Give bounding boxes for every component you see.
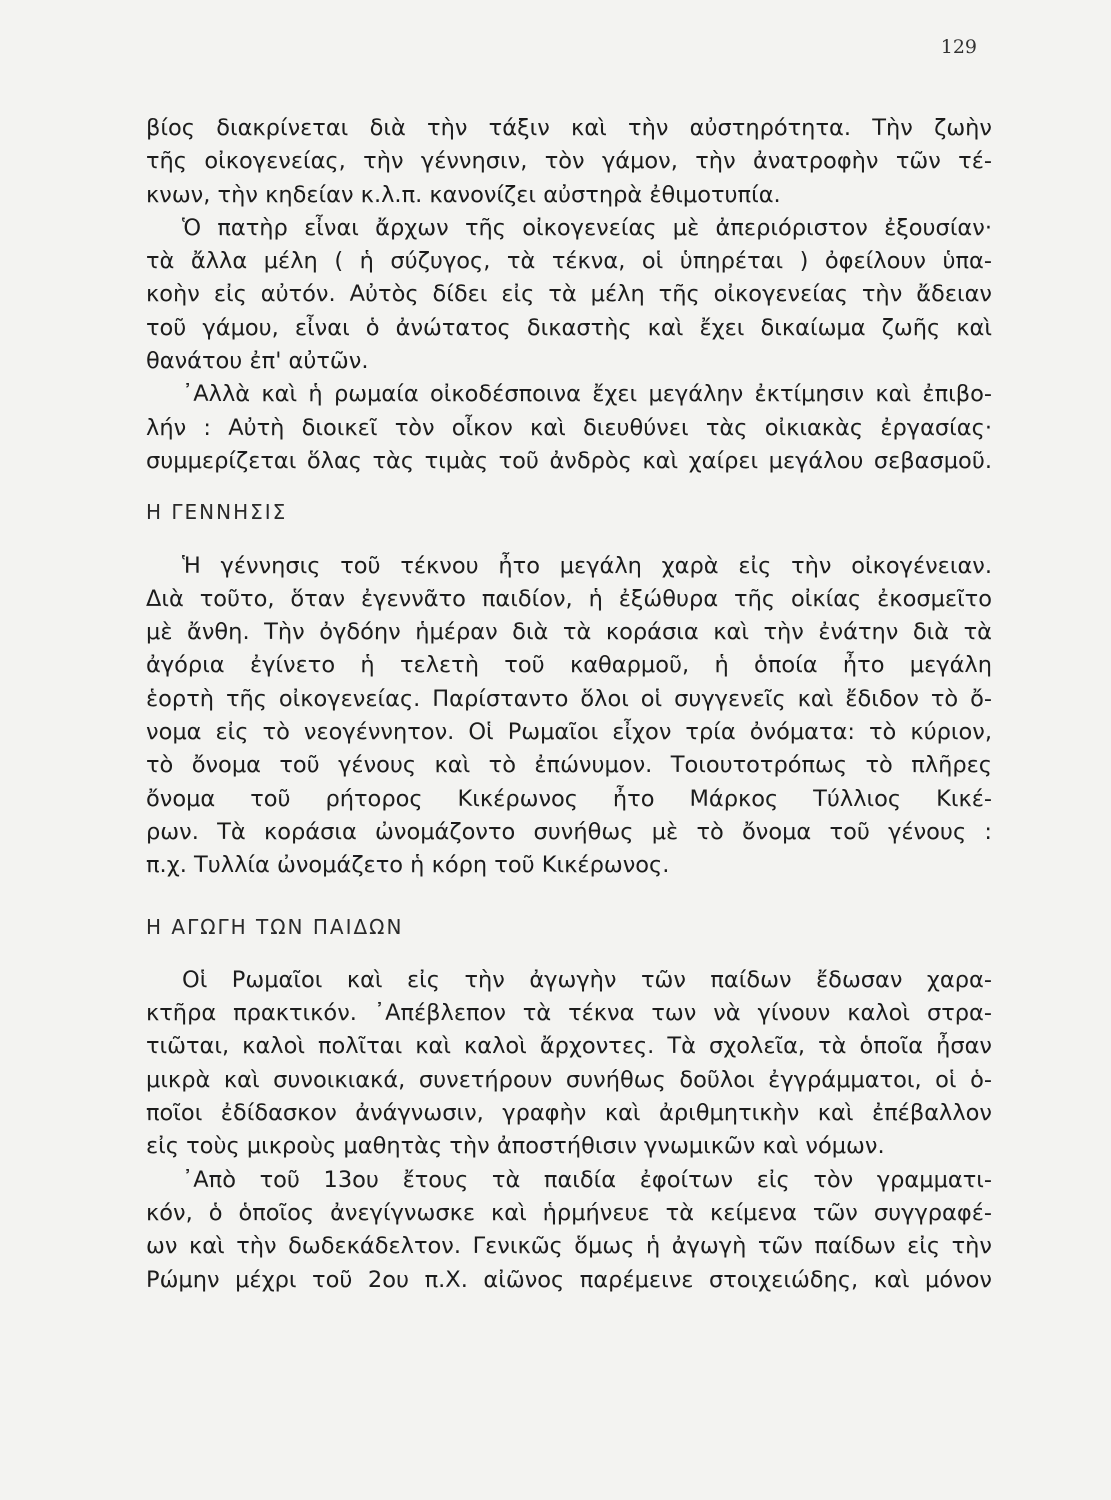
section-heading-birth: Η ΓΕΝΝΗΣΙΣ (146, 500, 288, 525)
text-line: τῆς οἰκογενείας, τὴν γέννησιν, τὸν γάμον, τὴν ἀνατροφὴν τῶν τέ- (146, 148, 992, 175)
text-line: τὰ ἄλλα μέλη ( ἡ σύζυγος, τὰ τέκνα, οἱ ὑπηρέται ) ὀφείλουν ὑπα- (146, 248, 992, 275)
text-line: π.χ. Τυλλία ὠνομάζετο ἡ κόρη τοῦ Κικέρωνος. (146, 852, 670, 879)
text-line: Οἱ Ρωμαῖοι καὶ εἰς τὴν ἀγωγὴν τῶν παίδων ἔδωσαν χαρα- (182, 966, 992, 993)
text-line: τὸ ὄνομα τοῦ γένους καὶ τὸ ἐπώνυμον. Τοιουτοτρόπως τὸ πλῆρες (146, 752, 992, 779)
text-line: ων καὶ τὴν δωδεκάδελτον. Γενικῶς ὅμως ἡ ἀγωγὴ τῶν παίδων εἰς τὴν (146, 1233, 992, 1260)
text-line: κτῆρα πρακτικόν. ᾿Απέβλεπον τὰ τέκνα των νὰ γίνουν καλοὶ στρα- (146, 1000, 992, 1027)
text-line: μὲ ἄνθη. Τὴν ὀγδόην ἡμέραν διὰ τὰ κοράσια καὶ τὴν ἐνάτην διὰ τὰ (146, 619, 992, 646)
text-line: κοὴν εἰς αὐτόν. Αὐτὸς δίδει εἰς τὰ μέλη τῆς οἰκογενείας τὴν ἄδειαν (146, 281, 992, 308)
text-line: Ρώμην μέχρι τοῦ 2ου π.Χ. αἰῶνος παρέμεινε στοιχειώδης, καὶ μόνον (146, 1266, 992, 1293)
text-line: ἀγόρια ἐγίνετο ἡ τελετὴ τοῦ καθαρμοῦ, ἡ ὁποία ἦτο μεγάλη (146, 652, 992, 679)
text-line: τιῶται, καλοὶ πολῖται καὶ καλοὶ ἄρχοντες. Τὰ σχολεῖα, τὰ ὁποῖα ἦσαν (146, 1033, 992, 1060)
text-line: μικρὰ καὶ συνοικιακά, συνετήρουν συνήθως δοῦλοι ἐγγράμματοι, οἱ ὁ- (146, 1066, 992, 1093)
text-line: ἑορτὴ τῆς οἰκογενείας. Παρίσταντο ὅλοι οἱ συγγενεῖς καὶ ἔδιδον τὸ ὄ- (146, 685, 992, 712)
text-line: ὄνομα τοῦ ρήτορος Κικέρωνος ἦτο Μάρκος Τύλλιος Κικέ- (146, 785, 992, 812)
page-number: 129 (940, 36, 977, 58)
page-text (146, 112, 992, 1297)
text-line: κνων, τὴν κηδείαν κ.λ.π. κανονίζει αὐστηρὰ ἐθιμοτυπία. (146, 181, 781, 208)
text-line: λήν : Αὐτὴ διοικεῖ τὸν οἶκον καὶ διευθύνει τὰς οἰκιακὰς ἐργασίας· (146, 414, 992, 441)
text-line: Ἡ γέννησις τοῦ τέκνου ἦτο μεγάλη χαρὰ εἰς τὴν οἰκογένειαν. (182, 552, 992, 579)
section-heading-education: Η ΑΓΩΓΗ ΤΩΝ ΠΑΙΔΩΝ (146, 914, 404, 939)
text-line: ποῖοι ἐδίδασκον ἀνάγνωσιν, γραφὴν καὶ ἀριθμητικὴν καὶ ἐπέβαλλον (146, 1100, 992, 1127)
text-line: θανάτου ἐπ' αὐτῶν. (146, 348, 369, 375)
text-line: βίος διακρίνεται διὰ τὴν τάξιν καὶ τὴν αὐστηρότητα. Τὴν ζωὴν (146, 115, 992, 141)
text-line: νομα εἰς τὸ νεογέννητον. Οἱ Ρωμαῖοι εἶχον τρία ὀνόματα: τὸ κύριον, (146, 719, 992, 746)
text-line: Διὰ τοῦτο, ὅταν ἐγεννᾶτο παιδίον, ἡ ἐξώθυρα τῆς οἰκίας ἐκοσμεῖτο (146, 585, 992, 612)
text-line: ρων. Τὰ κοράσια ὠνομάζοντο συνήθως μὲ τὸ ὄνομα τοῦ γένους : (146, 818, 992, 845)
text-line: συμμερίζεται ὅλας τὰς τιμὰς τοῦ ἀνδρὸς καὶ χαίρει μεγάλου σεβασμοῦ. (146, 447, 992, 474)
text-line: Ὁ πατὴρ εἶναι ἄρχων τῆς οἰκογενείας μὲ ἀπεριόριστον ἐξουσίαν· (182, 214, 992, 241)
text-line: τοῦ γάμου, εἶναι ὁ ἀνώτατος δικαστὴς καὶ ἔχει δικαίωμα ζωῆς καὶ (146, 314, 992, 341)
text-line: κόν, ὁ ὁποῖος ἀνεγίγνωσκε καὶ ἡρμήνευε τὰ κείμενα τῶν συγγραφέ- (146, 1199, 992, 1226)
text-line: εἰς τοὺς μικροὺς μαθητὰς τὴν ἀποστήθισιν γνωμικῶν καὶ νόμων. (146, 1133, 885, 1160)
text-line: ᾿Απὸ τοῦ 13ου ἔτους τὰ παιδία ἐφοίτων εἰς τὸν γραμματι- (182, 1166, 992, 1193)
text-line: ᾿Αλλὰ καὶ ἡ ρωμαία οἰκοδέσποινα ἔχει μεγάλην ἐκτίμησιν καὶ ἐπιβο- (182, 381, 992, 408)
